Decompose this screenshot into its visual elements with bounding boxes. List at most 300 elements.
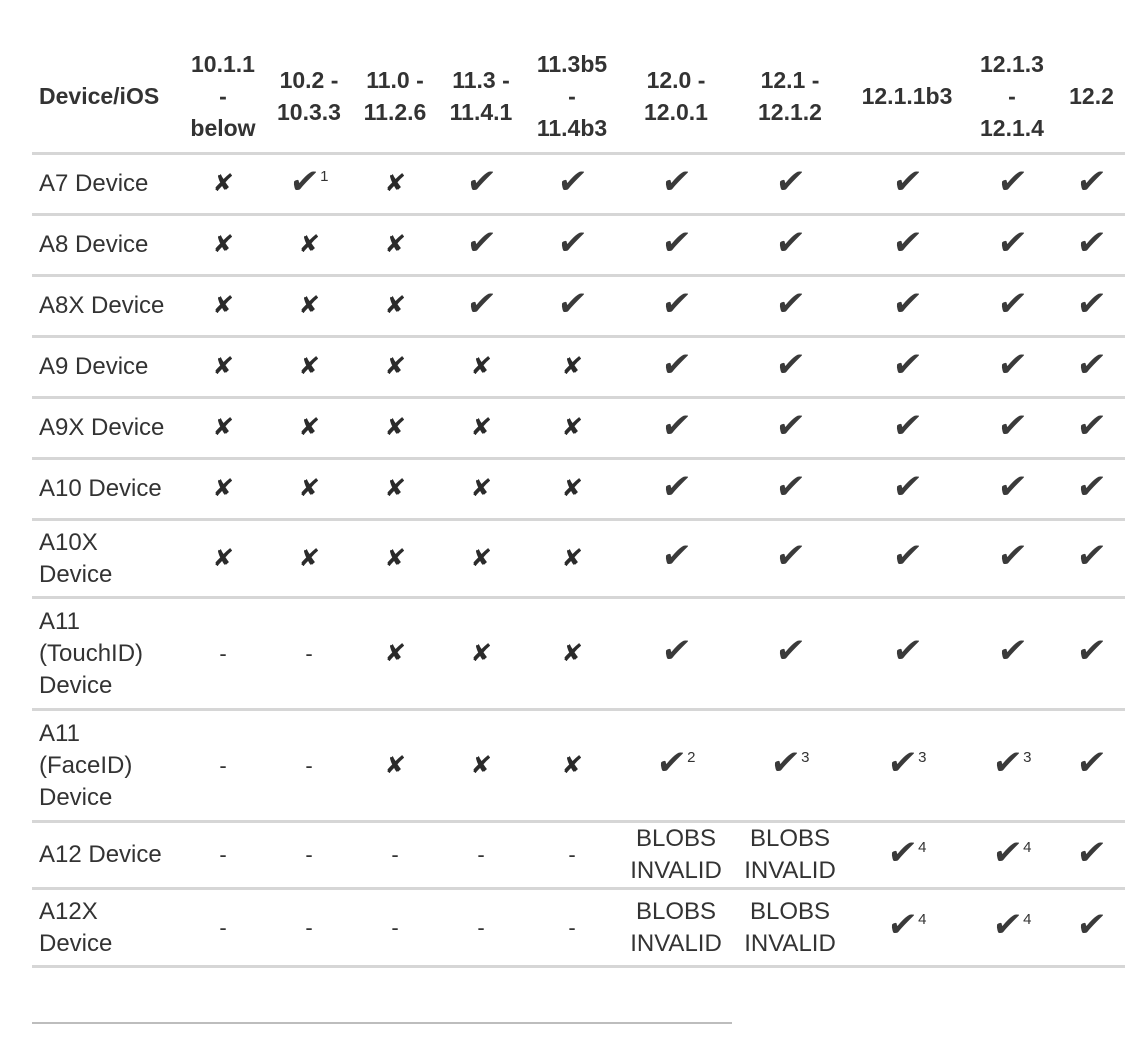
cross-icon: ✘ <box>383 292 407 319</box>
status-cell <box>524 822 620 889</box>
status-cell <box>620 154 732 215</box>
status-cell <box>524 598 620 710</box>
table-row <box>32 520 1125 598</box>
check-icon: ✔ <box>659 406 693 445</box>
compatibility-table-wrapper <box>32 44 1125 968</box>
check-icon: ✔ <box>890 537 924 575</box>
check-icon: ✔ <box>767 744 802 782</box>
status-cell <box>732 598 848 710</box>
device-name-cell <box>32 889 180 967</box>
cross-icon: ✘ <box>383 353 407 380</box>
status-cell <box>180 520 266 598</box>
status-cell <box>266 398 352 459</box>
footnote-marker: 3 <box>801 749 810 766</box>
status-cell <box>620 276 732 337</box>
status-cell <box>352 276 438 337</box>
status-cell <box>620 398 732 459</box>
status-cell <box>848 520 966 598</box>
check-icon: ✔ <box>286 162 321 201</box>
device-name-line: A8 Device <box>39 231 149 258</box>
status-cell <box>1058 710 1125 822</box>
check-icon: ✔ <box>773 223 807 262</box>
status-cell <box>1058 459 1125 520</box>
status-cell <box>352 598 438 710</box>
footnote-marker: 4 <box>1023 911 1032 928</box>
check-icon: ✔ <box>659 162 693 201</box>
check-icon: ✔ <box>995 467 1029 506</box>
cross-icon: ✘ <box>469 639 493 667</box>
status-cell <box>180 215 266 276</box>
cross-icon: ✘ <box>469 751 493 779</box>
status-cell <box>266 154 352 215</box>
device-name-line: A12 Device <box>39 841 162 868</box>
status-cell <box>966 337 1058 398</box>
table-body <box>32 154 1125 967</box>
header-version-9 <box>1058 44 1125 154</box>
check-icon: ✔ <box>995 223 1029 262</box>
check-icon: ✔ <box>890 223 924 262</box>
status-cell <box>966 822 1058 889</box>
check-icon: ✔ <box>884 833 919 872</box>
header-version-line: 11.2.6 <box>363 99 427 125</box>
check-icon: ✔ <box>659 467 693 506</box>
status-cell <box>180 598 266 710</box>
check-icon: ✔ <box>1074 744 1109 782</box>
header-device: Device/iOS <box>32 44 180 154</box>
cross-icon: ✘ <box>211 292 235 319</box>
device-name-line: A7 Device <box>39 170 149 197</box>
cross-icon: ✘ <box>297 353 321 380</box>
status-cell <box>438 215 524 276</box>
check-icon: ✔ <box>555 284 589 323</box>
check-icon: ✔ <box>890 632 924 670</box>
check-icon: ✔ <box>659 223 693 262</box>
header-version-0 <box>180 44 266 154</box>
check-icon: ✔ <box>1074 223 1109 262</box>
status-cell <box>438 276 524 337</box>
status-cell <box>620 598 732 710</box>
check-icon: ✔ <box>995 345 1029 384</box>
check-icon: ✔ <box>1074 906 1109 944</box>
check-icon: ✔ <box>659 345 693 384</box>
status-cell <box>266 822 352 889</box>
header-version-line: 11.4.1 <box>449 99 513 125</box>
status-cell <box>848 889 966 967</box>
cross-icon: ✘ <box>469 475 493 502</box>
device-name-line: Device <box>39 783 113 811</box>
status-cell <box>180 459 266 520</box>
status-cell <box>524 154 620 215</box>
check-icon: ✔ <box>1074 406 1109 445</box>
status-cell <box>1058 276 1125 337</box>
invalid-label: INVALID <box>744 857 836 884</box>
not-applicable-dash: - <box>391 914 399 940</box>
header-version-5 <box>620 44 732 154</box>
device-name-line: (TouchID) <box>39 639 144 667</box>
device-name-line: (FaceID) <box>39 751 133 779</box>
status-cell <box>732 520 848 598</box>
status-cell <box>848 459 966 520</box>
invalid-label: INVALID <box>744 929 836 957</box>
header-version-1 <box>266 44 352 154</box>
invalid-label: INVALID <box>630 857 722 884</box>
device-name-cell <box>32 215 180 276</box>
check-icon: ✔ <box>464 162 498 201</box>
status-cell <box>438 822 524 889</box>
check-icon: ✔ <box>773 284 807 323</box>
status-cell <box>524 520 620 598</box>
status-cell <box>966 398 1058 459</box>
table-row <box>32 337 1125 398</box>
check-icon: ✔ <box>890 467 924 506</box>
header-row <box>32 44 1125 154</box>
footnote-marker: 1 <box>320 167 329 185</box>
header-version-4 <box>524 44 620 154</box>
device-name-line: A8X Device <box>39 292 165 319</box>
status-cell <box>266 276 352 337</box>
cross-icon: ✘ <box>560 475 584 502</box>
footnote-marker: 4 <box>1023 838 1032 856</box>
status-cell <box>732 710 848 822</box>
device-name-cell <box>32 154 180 215</box>
header-version-7 <box>848 44 966 154</box>
table-row <box>32 398 1125 459</box>
cross-icon: ✘ <box>297 414 321 441</box>
cross-icon: ✘ <box>560 353 584 380</box>
not-applicable-dash: - <box>305 842 313 867</box>
status-cell <box>266 459 352 520</box>
header-version-line: 12.1 - <box>760 67 820 93</box>
check-icon: ✔ <box>555 162 589 201</box>
device-name-line: A9X Device <box>39 414 165 441</box>
footnote-marker: 3 <box>1023 749 1032 766</box>
status-cell <box>732 154 848 215</box>
status-cell <box>438 398 524 459</box>
check-icon: ✔ <box>995 162 1029 201</box>
device-name-line: A11 <box>39 607 80 635</box>
cross-icon: ✘ <box>560 544 584 572</box>
cross-icon: ✘ <box>211 414 235 441</box>
cross-icon: ✘ <box>211 544 235 572</box>
check-icon: ✔ <box>995 537 1029 575</box>
header-version-line: 12.1.3 <box>980 51 1044 77</box>
cross-icon: ✘ <box>211 231 235 258</box>
check-icon: ✔ <box>995 632 1029 670</box>
compatibility-table <box>32 44 1125 968</box>
status-cell <box>848 398 966 459</box>
header-version-line: 10.3.3 <box>277 99 341 125</box>
status-cell <box>438 710 524 822</box>
status-cell <box>438 889 524 967</box>
check-icon: ✔ <box>884 906 919 944</box>
check-icon: ✔ <box>773 537 807 575</box>
cross-icon: ✘ <box>383 414 407 441</box>
table-row <box>32 889 1125 967</box>
device-name-cell <box>32 520 180 598</box>
not-applicable-dash: - <box>219 752 227 778</box>
status-cell <box>966 215 1058 276</box>
check-icon: ✔ <box>659 537 693 575</box>
status-cell <box>266 337 352 398</box>
check-icon: ✔ <box>995 284 1029 323</box>
header-version-line: 12.0.1 <box>644 99 708 125</box>
cross-icon: ✘ <box>560 639 584 667</box>
cross-icon: ✘ <box>383 475 407 502</box>
status-cell <box>180 154 266 215</box>
header-version-line: 12.1.4 <box>980 115 1044 141</box>
footnote-marker: 4 <box>918 911 927 928</box>
header-version-line: 12.1.2 <box>758 99 822 125</box>
header-version-line: 11.3 - <box>452 67 510 93</box>
footnote-marker: 4 <box>918 838 927 856</box>
bottom-divider <box>32 1022 732 1024</box>
status-cell <box>524 276 620 337</box>
cross-icon: ✘ <box>383 751 407 779</box>
check-icon: ✔ <box>659 632 693 670</box>
status-cell <box>352 710 438 822</box>
status-cell <box>732 276 848 337</box>
not-applicable-dash: - <box>219 914 227 940</box>
status-cell <box>620 710 732 822</box>
header-version-line: - <box>568 83 576 109</box>
status-cell <box>524 710 620 822</box>
header-version-line: 10.2 - <box>279 67 339 93</box>
check-icon: ✔ <box>890 284 924 323</box>
status-cell <box>966 154 1058 215</box>
check-icon: ✔ <box>890 345 924 384</box>
status-cell <box>620 520 732 598</box>
status-cell <box>438 459 524 520</box>
status-cell <box>266 889 352 967</box>
status-cell <box>180 337 266 398</box>
header-version-line: - <box>1008 83 1016 109</box>
status-cell <box>352 154 438 215</box>
table-row <box>32 822 1125 889</box>
cross-icon: ✘ <box>383 544 407 572</box>
cross-icon: ✘ <box>297 231 321 258</box>
status-cell <box>1058 337 1125 398</box>
status-cell <box>438 598 524 710</box>
cross-icon: ✘ <box>383 639 407 667</box>
check-icon: ✔ <box>464 223 498 262</box>
check-icon: ✔ <box>1074 833 1109 872</box>
check-icon: ✔ <box>464 284 498 323</box>
check-icon: ✔ <box>1074 537 1109 575</box>
device-name-line: A11 <box>39 719 80 747</box>
cross-icon: ✘ <box>211 170 235 197</box>
device-name-line: A9 Device <box>39 353 149 380</box>
check-icon: ✔ <box>1074 162 1109 201</box>
check-icon: ✔ <box>773 162 807 201</box>
status-cell <box>1058 889 1125 967</box>
header-version-line: 12.0 - <box>646 67 706 93</box>
header-version-3 <box>438 44 524 154</box>
blobs-label: BLOBS <box>749 897 831 925</box>
status-cell <box>848 215 966 276</box>
not-applicable-dash: - <box>568 914 576 940</box>
check-icon: ✔ <box>773 345 807 384</box>
not-applicable-dash: - <box>219 842 227 867</box>
cross-icon: ✘ <box>560 414 584 441</box>
status-cell <box>352 459 438 520</box>
status-cell <box>732 459 848 520</box>
status-cell <box>966 520 1058 598</box>
status-cell <box>524 337 620 398</box>
status-cell <box>352 889 438 967</box>
header-version-line: 11.0 - <box>366 67 424 93</box>
status-cell <box>1058 215 1125 276</box>
header-version-line: 12.1.1b3 <box>861 83 953 109</box>
header-version-line: 12.2 <box>1069 83 1114 109</box>
check-icon: ✔ <box>773 632 807 670</box>
status-cell <box>1058 598 1125 710</box>
cross-icon: ✘ <box>297 475 321 502</box>
cross-icon: ✘ <box>297 292 321 319</box>
status-cell <box>180 822 266 889</box>
check-icon: ✔ <box>890 406 924 445</box>
device-name-cell <box>32 398 180 459</box>
footnote-marker: 2 <box>687 749 696 766</box>
device-name-line: A12X <box>39 897 98 925</box>
check-icon: ✔ <box>1074 345 1109 384</box>
invalid-label: INVALID <box>630 929 722 957</box>
status-cell <box>438 520 524 598</box>
not-applicable-dash: - <box>305 640 313 666</box>
not-applicable-dash: - <box>391 842 399 867</box>
check-icon: ✔ <box>653 744 688 782</box>
status-cell <box>180 889 266 967</box>
table-row <box>32 276 1125 337</box>
cross-icon: ✘ <box>211 475 235 502</box>
device-name-line: Device <box>39 929 113 957</box>
status-cell <box>848 276 966 337</box>
status-cell <box>620 215 732 276</box>
status-cell <box>848 710 966 822</box>
check-icon: ✔ <box>989 833 1024 872</box>
cross-icon: ✘ <box>383 170 407 197</box>
cross-icon: ✘ <box>297 544 321 572</box>
status-cell <box>180 398 266 459</box>
status-cell <box>732 215 848 276</box>
header-version-6 <box>732 44 848 154</box>
status-cell <box>266 710 352 822</box>
header-version-line: - <box>219 83 227 109</box>
header-version-8 <box>966 44 1058 154</box>
header-version-2 <box>352 44 438 154</box>
blobs-label: BLOBS <box>635 897 717 925</box>
table-row <box>32 598 1125 710</box>
not-applicable-dash: - <box>568 842 576 867</box>
not-applicable-dash: - <box>477 914 485 940</box>
status-cell <box>966 598 1058 710</box>
status-cell <box>620 459 732 520</box>
status-cell <box>524 459 620 520</box>
cross-icon: ✘ <box>469 353 493 380</box>
status-cell <box>620 822 732 889</box>
check-icon: ✔ <box>995 406 1029 445</box>
header-version-line: 10.1.1 <box>191 51 255 77</box>
footnote-marker: 3 <box>918 749 927 766</box>
table-row <box>32 154 1125 215</box>
status-cell <box>732 822 848 889</box>
status-cell <box>732 337 848 398</box>
check-icon: ✔ <box>1074 467 1109 506</box>
status-cell <box>848 822 966 889</box>
status-cell <box>180 710 266 822</box>
device-name-line: Device <box>39 671 113 699</box>
table-header <box>32 44 1125 154</box>
device-name-cell <box>32 337 180 398</box>
status-cell <box>732 398 848 459</box>
status-cell <box>848 337 966 398</box>
not-applicable-dash: - <box>219 640 227 666</box>
status-cell <box>524 889 620 967</box>
device-name-cell <box>32 598 180 710</box>
check-icon: ✔ <box>773 406 807 445</box>
status-cell <box>438 337 524 398</box>
status-cell <box>266 215 352 276</box>
cross-icon: ✘ <box>469 544 493 572</box>
not-applicable-dash: - <box>477 842 485 867</box>
device-name-cell <box>32 710 180 822</box>
status-cell <box>966 889 1058 967</box>
status-cell <box>966 459 1058 520</box>
status-cell <box>1058 398 1125 459</box>
device-name-line: A10 Device <box>39 475 162 502</box>
header-version-line: 11.3b5 <box>536 51 608 77</box>
device-name-cell <box>32 276 180 337</box>
table-row <box>32 215 1125 276</box>
table-row <box>32 710 1125 822</box>
header-version-line: 11.4b3 <box>536 115 608 141</box>
device-name-line: A10X <box>39 528 98 556</box>
status-cell <box>620 337 732 398</box>
status-cell <box>352 822 438 889</box>
check-icon: ✔ <box>1074 632 1109 670</box>
status-cell <box>352 398 438 459</box>
check-icon: ✔ <box>989 744 1024 782</box>
status-cell <box>732 889 848 967</box>
status-cell <box>1058 822 1125 889</box>
status-cell <box>966 276 1058 337</box>
status-cell <box>620 889 732 967</box>
device-name-line: Device <box>39 560 113 588</box>
not-applicable-dash: - <box>305 914 313 940</box>
check-icon: ✔ <box>555 223 589 262</box>
status-cell <box>966 710 1058 822</box>
status-cell <box>848 154 966 215</box>
blobs-label: BLOBS <box>749 825 831 852</box>
not-applicable-dash: - <box>305 752 313 778</box>
cross-icon: ✘ <box>469 414 493 441</box>
status-cell <box>266 520 352 598</box>
status-cell <box>524 398 620 459</box>
status-cell <box>1058 520 1125 598</box>
check-icon: ✔ <box>659 284 693 323</box>
status-cell <box>1058 154 1125 215</box>
status-cell <box>352 215 438 276</box>
blobs-label: BLOBS <box>635 825 717 852</box>
cross-icon: ✘ <box>560 751 584 779</box>
device-name-cell <box>32 822 180 889</box>
check-icon: ✔ <box>773 467 807 506</box>
status-cell <box>352 520 438 598</box>
check-icon: ✔ <box>884 744 919 782</box>
status-cell <box>352 337 438 398</box>
status-cell <box>524 215 620 276</box>
header-version-line: below <box>190 115 256 141</box>
cross-icon: ✘ <box>211 353 235 380</box>
